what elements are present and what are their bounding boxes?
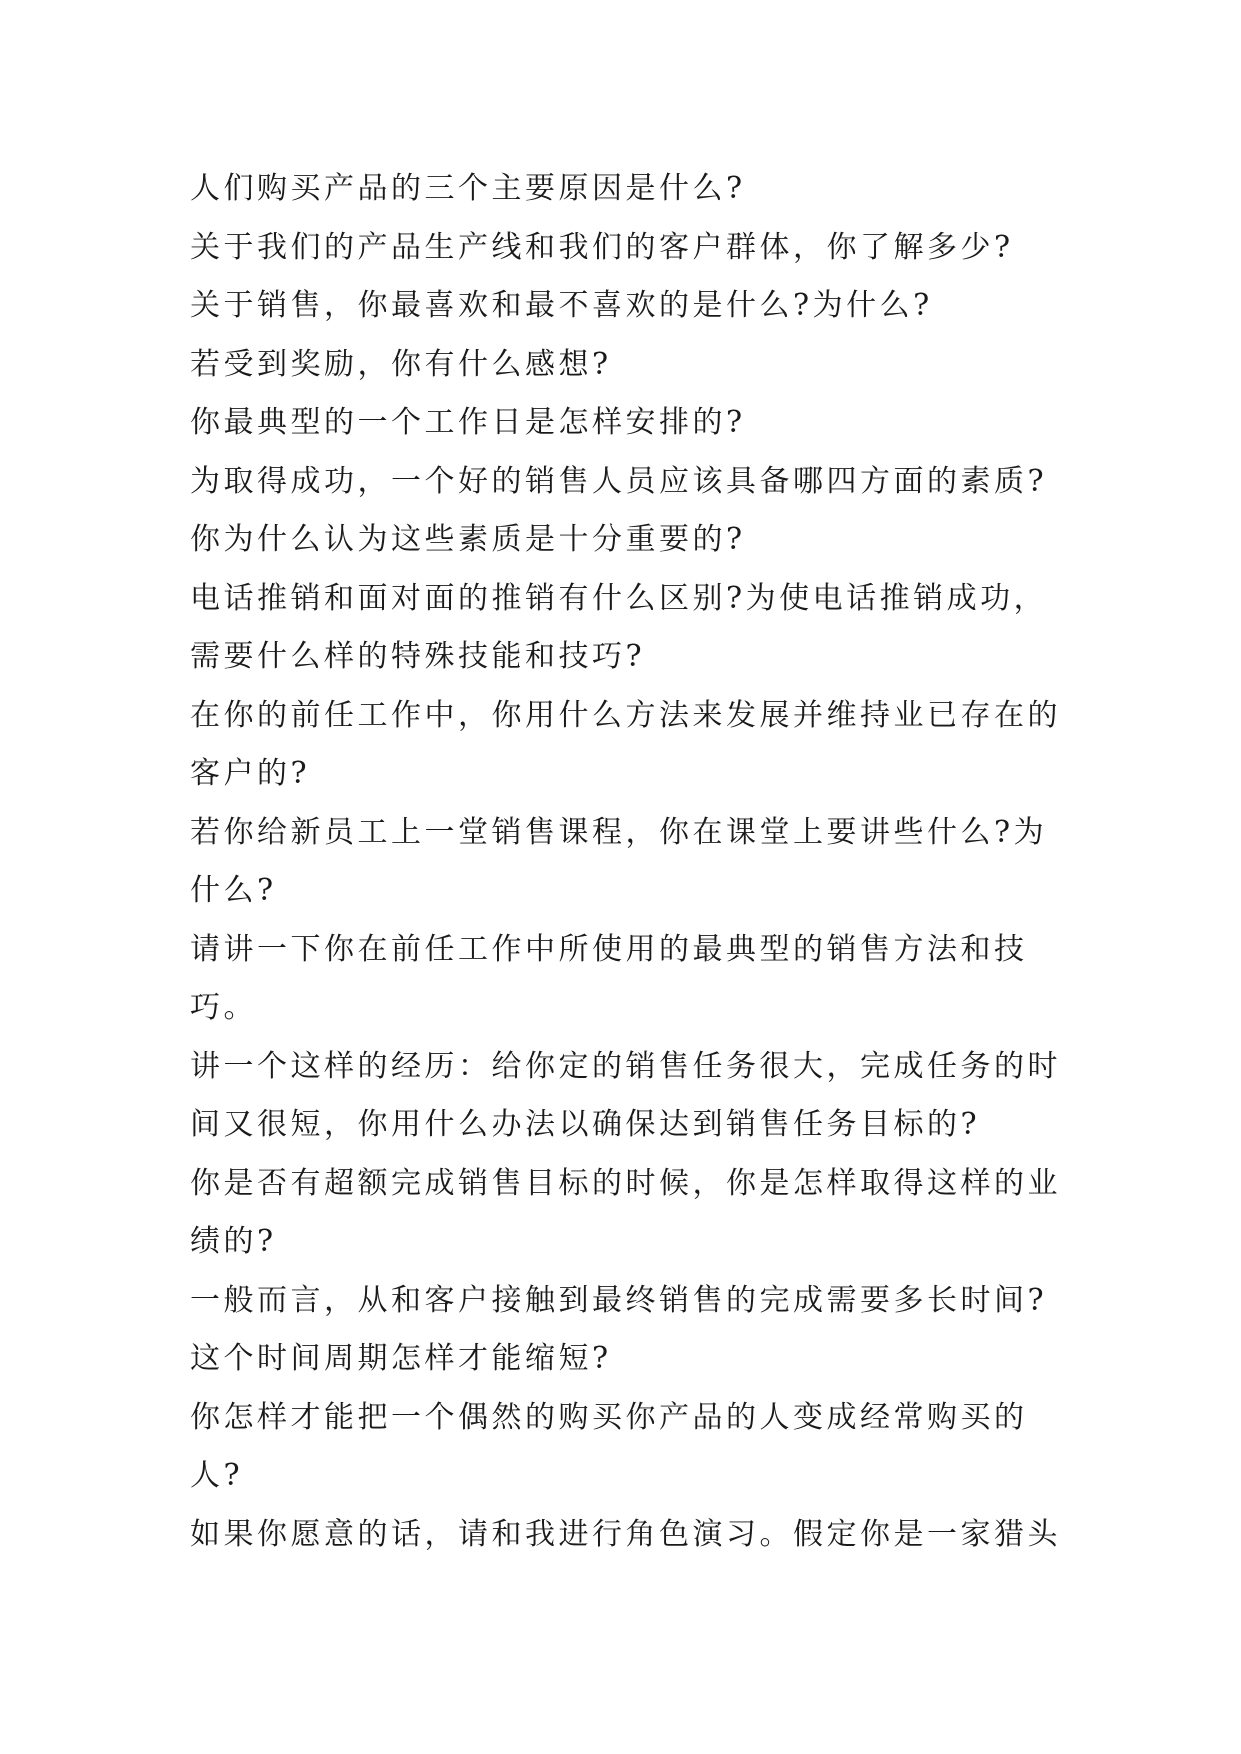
text-line: 绩的? [190, 1224, 277, 1259]
text-line: 你怎样才能把一个偶然的购买你产品的人变成经常购买的 [190, 1399, 1028, 1435]
text-line: 请讲一下你在前任工作中所使用的最典型的销售方法和技 [190, 931, 1028, 967]
text-line: 在你的前任工作中，你用什么方法来发展并维持业已存在的 [190, 697, 1061, 733]
text-line: 电话推销和面对面的推销有什么区别?为使电话推销成功， [190, 580, 1048, 616]
text-line: 这个时间周期怎样才能缩短? [190, 1341, 612, 1376]
text-line: 你是否有超额完成销售目标的时候，你是怎样取得这样的业 [190, 1165, 1061, 1201]
text-line: 若受到奖励，你有什么感想? [190, 346, 612, 382]
text-line: 需要什么样的特殊技能和技巧? [190, 639, 646, 674]
text-line: 你为什么认为这些素质是十分重要的? [190, 522, 746, 557]
text-line: 人? [190, 1458, 244, 1493]
text-line: 关于销售，你最喜欢和最不喜欢的是什么?为什么? [190, 288, 933, 323]
text-line: 什么? [190, 873, 277, 908]
text-line: 若你给新员工上一堂销售课程，你在课堂上要讲些什么?为 [190, 814, 1048, 850]
text-line: 讲一个这样的经历：给你定的销售任务很大，完成任务的时 [190, 1048, 1061, 1084]
text-line: 如果你愿意的话，请和我进行角色演习。假定你是一家猎头 [190, 1516, 1061, 1552]
text-line: 一般而言，从和客户接触到最终销售的完成需要多长时间? [190, 1282, 1048, 1318]
text-line: 间又很短，你用什么办法以确保达到销售任务目标的? [190, 1107, 981, 1142]
text-line: 为取得成功，一个好的销售人员应该具备哪四方面的素质? [190, 463, 1048, 499]
text-line: 人们购买产品的三个主要原因是什么? [190, 171, 746, 206]
text-line: 巧。 [190, 990, 257, 1025]
document-body [190, 160, 1060, 1564]
text-line: 你最典型的一个工作日是怎样安排的? [190, 405, 746, 440]
text-line: 客户的? [190, 756, 311, 791]
text-line: 关于我们的产品生产线和我们的客户群体，你了解多少? [190, 229, 1014, 265]
